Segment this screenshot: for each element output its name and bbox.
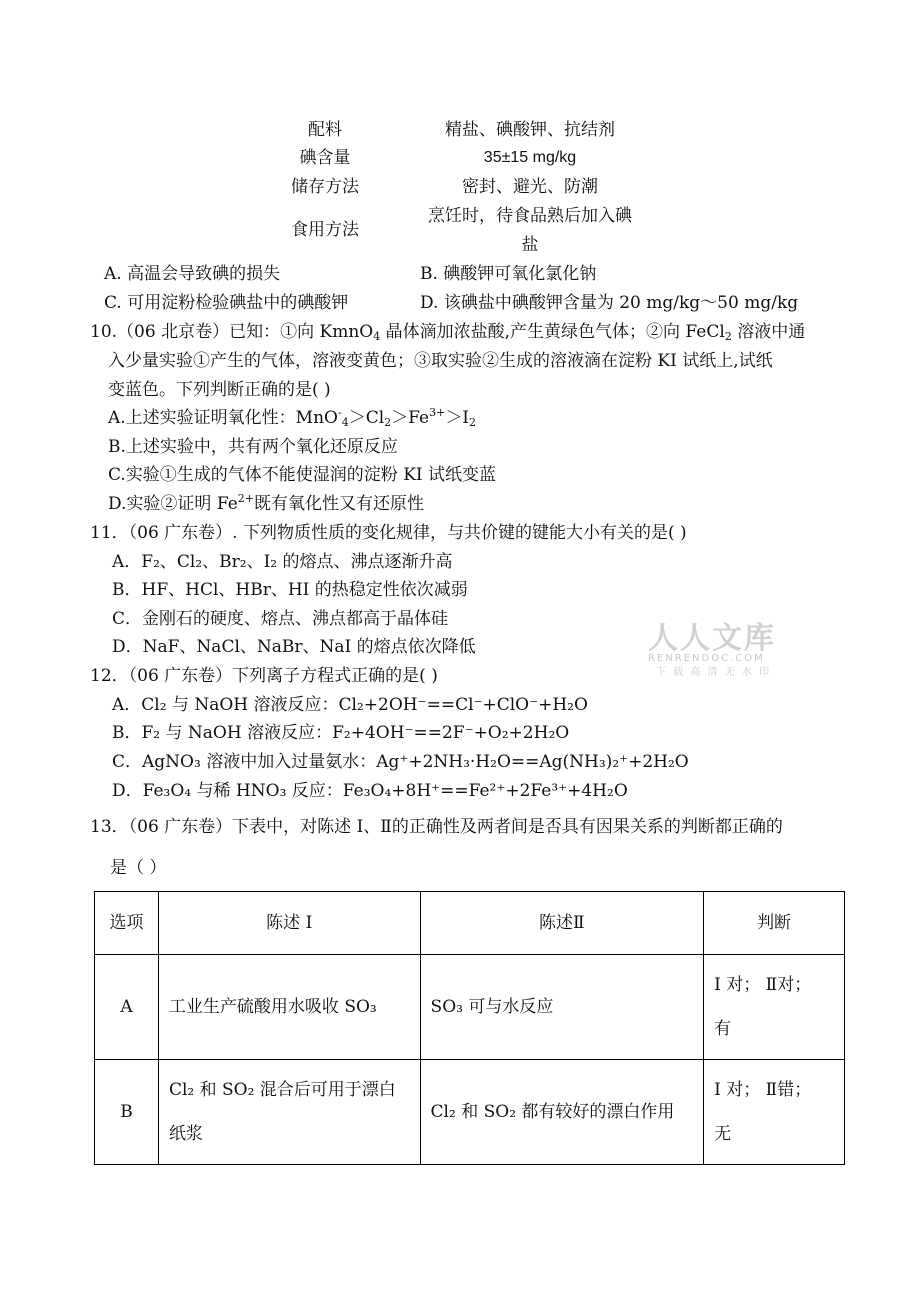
q10-stem-line1: 10.（06 北京卷）已知：①向 KmnO$_4$ 晶体滴加浓盐酸,产生黄绿色气体；②向 FeCl$_2$ 溶液中通 <box>90 322 806 343</box>
table-row <box>95 1060 845 1165</box>
watermark-tagline: 下 载 高 清 无 水 印 <box>656 667 772 678</box>
q11-stem: 11．（06 广东卷）. 下列物质性质的变化规律，与共价键的键能大小有关的是( ) <box>90 523 687 543</box>
q11-option-c: C．金刚石的硬度、熔点、沸点都高于晶体硅 <box>112 609 449 629</box>
value-usage-line2: 盐 <box>521 235 539 255</box>
value-usage-line1: 烹饪时，待食品熟后加入碘 <box>428 206 632 226</box>
header-judgement: 判断 <box>704 892 845 955</box>
q9-option-c: C. 可用淀粉检验碘盐中的碘酸钾 <box>104 293 349 313</box>
q9-option-b: B. 碘酸钾可氧化氯化钠 <box>420 264 597 284</box>
q12-option-c: C．AgNO₃ 溶液中加入过量氨水：Ag⁺+2NH₃·H₂O==Ag(NH₃)₂⁺+2H₂O <box>112 752 689 772</box>
value-iodine-content: 35±15 mg/kg <box>483 149 577 166</box>
label-usage: 食用方法 <box>291 220 359 240</box>
row-b-option: B <box>95 1060 159 1165</box>
q9-option-a: A. 高温会导致碘的损失 <box>104 264 281 284</box>
label-storage: 储存方法 <box>291 177 359 197</box>
q13-stem: 13．（06 广东卷）下表中，对陈述 I、Ⅱ的正确性及两者间是否具有因果关系的判断都正确的 <box>90 817 783 837</box>
table-row <box>95 955 845 1060</box>
row-a-option: A <box>95 955 159 1060</box>
label-iodine-content: 碘含量 <box>299 148 351 168</box>
value-storage: 密封、避光、防潮 <box>462 177 598 197</box>
row-b-statement-1: Cl₂ 和 SO₂ 混合后可用于漂白 纸浆 <box>158 1060 420 1165</box>
row-a-statement-2: SO₃ 可与水反应 <box>420 955 704 1060</box>
row-a-statement-1: 工业生产硫酸用水吸收 SO₃ <box>158 955 420 1060</box>
q12-option-a: A．Cl₂ 与 NaOH 溶液反应：Cl₂+2OH⁻==Cl⁻+ClO⁻+H₂O <box>112 695 588 715</box>
q12-option-b: B．F₂ 与 NaOH 溶液反应：F₂+4OH⁻==2F⁻+O₂+2H₂O <box>112 723 570 743</box>
header-statement-2: 陈述Ⅱ <box>420 892 704 955</box>
q11-option-b: B．HF、HCl、HBr、HI 的热稳定性依次减弱 <box>112 580 468 600</box>
q13-table <box>94 891 845 1165</box>
header-option: 选项 <box>95 892 159 955</box>
row-b-statement-2: Cl₂ 和 SO₂ 都有较好的漂白作用 <box>420 1060 704 1165</box>
q10-option-c: C.实验①生成的气体不能使湿润的淀粉 KI 试纸变蓝 <box>108 465 497 485</box>
q10-option-a: A.上述实验证明氧化性：$MnO^-_4>Cl_2>Fe^{3+}>I_2$ <box>108 406 477 429</box>
q11-option-a: A．F₂、Cl₂、Br₂、I₂ 的熔点、沸点逐渐升高 <box>112 552 453 572</box>
q10-option-d: D.实验②证明 $Fe^{2+}$既有氧化性又有还原性 <box>108 492 424 514</box>
q13-stem-line2: 是（ ） <box>110 858 167 878</box>
q12-stem: 12．（06 广东卷）下列离子方程式正确的是( ) <box>90 666 438 686</box>
q12-option-d: D．Fe₃O₄ 与稀 HNO₃ 反应：Fe₃O₄+8H⁺==Fe²⁺+2Fe³⁺+4H₂O <box>112 781 628 801</box>
q10-stem-line3: 变蓝色。下列判断正确的是( ) <box>108 380 331 400</box>
watermark-logo: 人人文库 <box>648 621 776 656</box>
table-header-row <box>95 892 845 955</box>
q9-option-d: D. 该碘盐中碘酸钾含量为 20 mg/kg～50 mg/kg <box>420 293 799 313</box>
row-a-judgement: I 对； Ⅱ对； 有 <box>704 955 845 1060</box>
q11-option-d: D．NaF、NaCl、NaBr、NaI 的熔点依次降低 <box>112 637 476 657</box>
q10-option-b: B.上述实验中，共有两个氧化还原反应 <box>108 437 398 457</box>
row-b-judgement: I 对； Ⅱ错； 无 <box>704 1060 845 1165</box>
value-ingredients: 精盐、碘酸钾、抗结剂 <box>445 120 615 140</box>
header-statement-1: 陈述 I <box>158 892 420 955</box>
watermark-domain: RENRENDOC.COM <box>648 653 765 664</box>
q10-stem-line2: 入少量实验①产生的气体，溶液变黄色；③取实验②生成的溶液滴在淀粉 KI 试纸上,试纸 <box>108 351 773 371</box>
label-ingredients: 配料 <box>308 120 342 140</box>
